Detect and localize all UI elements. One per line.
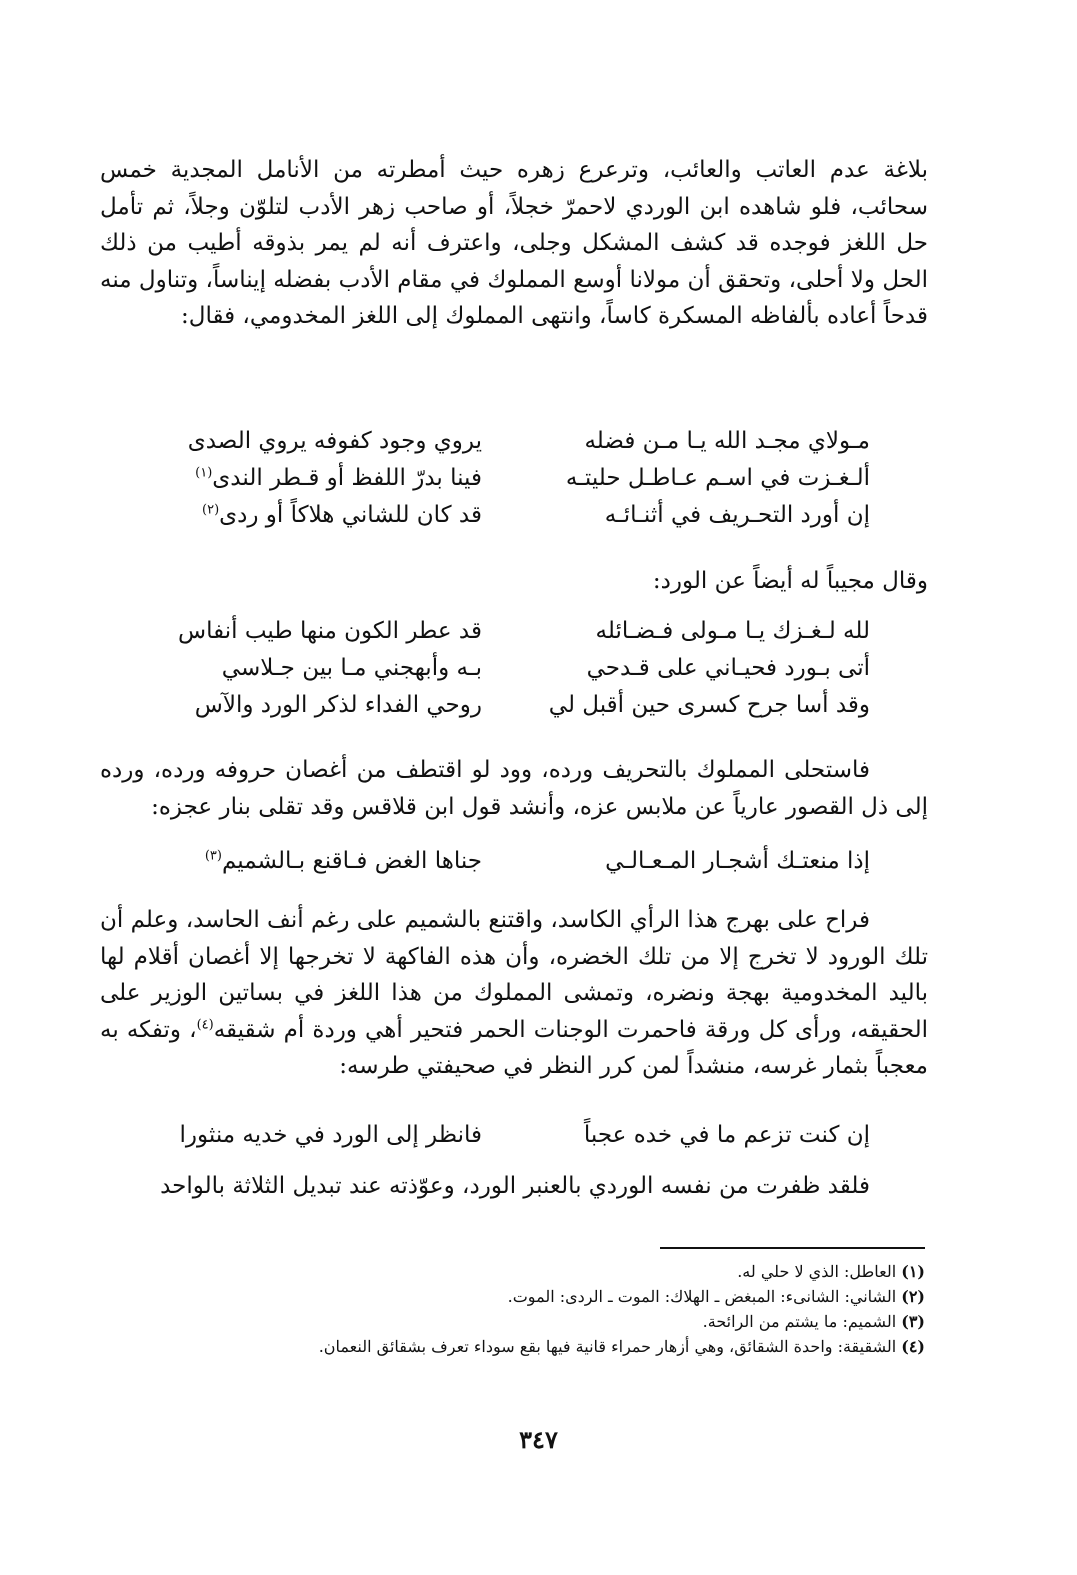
first-hemistich: إذا منعتـك أشجـار المـعـالـي [605,848,870,874]
first-hemistich: أتى بـورد فحيـاني على قـدحي [586,655,870,681]
paragraph-5-block [100,1168,928,1205]
verse-line [150,843,870,880]
verse-line [150,423,870,460]
paragraph-1: بلاغة عدم العاتب والعائب، وترعرع زهره حيث أمطرته من الأنامل المجدية خمس سحائب، فلو شاهده ابن الوردي لاحمرّ خجلاً، أو صاحب زهر الأدب لتلوّن وجلاً، ثم تأمل حل اللغز فوجده قد كشف المشكل وجلى، واعترف أنه لم يمر بذوقه أطيب من ذلك الحل ولا أحلى، وتحقق أن مولانا أوسع المملوك في مقام الأدب بفضله إيناساً، وتناول منه قدحاً أعاده بألفاظه المسكرة كاساً، وانتهى المملوك إلى اللغز المخدومي، فقال: [100,157,928,329]
paragraph-5: فلقد ظفرت من نفسه الوردي بالعنبر الورد، وعوّذته عند تبديل الثلاثة بالواحد [160,1173,870,1199]
second-hemistich: فانظر إلى الورد في خديه منثورا [179,1122,482,1148]
second-hemistich: روحي الفداء لذكر الورد والآس [194,692,482,718]
second-hemistich: فينا بدرّ اللفظ أو قـطر الندى$^{(١)}$ [195,465,482,491]
poem-4 [150,1117,870,1154]
paragraph-2: وقال مجيباً له أيضاً عن الورد: [652,568,928,594]
first-hemistich: إن أورد التحـريف في أثنـائـه [604,502,870,528]
footnote-marker: (١) [195,465,213,481]
second-hemistich: بـه وأبهجني مـا بين جـلاسي [221,655,482,681]
footnote-marker: (٣) [204,848,222,864]
second-hemistich: جناها الغض فـاقنع بـالشميم$^{(٣)}$ [204,848,482,874]
paragraph-4-block [100,902,928,1085]
footnote: (٤) الشقيقة: واحدة الشقائق، وهي أزهار حمراء قانية فيها بقع سوداء تعرف بشقائق النعمان. [318,1337,925,1356]
footnote: (٣) الشميم: ما يشتم من الرائحة. [702,1312,925,1331]
first-hemistich: وقد أسا جرح كسرى حين أقبل لي [548,692,870,718]
verse-line [150,460,870,497]
first-hemistich: لله لـغـزك يـا مـولى فـضـائله [595,618,870,644]
first-hemistich: ألـغـزت في اسـم عـاطـل حليتـه [565,465,870,491]
verse-line [150,497,870,534]
paragraph-3-block [100,752,928,825]
footnote-marker: (٢) [202,502,220,518]
first-hemistich: إن كنت تزعم ما في خده عجباً [583,1122,870,1148]
poem-2 [150,613,870,724]
paragraph-intro-2 [100,563,928,600]
footnotes [150,1259,925,1359]
poem-3 [150,843,870,880]
first-hemistich: مـولاي مجـد الله يـا مـن فضله [584,428,870,454]
second-hemistich: قد عطر الكون منها طيب أنفاس [178,618,482,644]
poem-1 [150,423,870,534]
footnote: (١) العاطل: الذي لا حلي له. [737,1262,925,1281]
footnote: (٢) الشاني: الشانىء: المبغض ـ الهلاك: الموت ـ الردى: الموت. [507,1287,925,1306]
paragraph-4: فراح على بهرج هذا الرأي الكاسد، واقتنع بالشميم على رغم أنف الحاسد، وعلم أن تلك الورود لا تخرج إلا من تلك الخضره، وأن هذه الفاكهة لا تخرجها إلا أغصان أقلام لها باليد المخدومية بهجة ونضره، وتمشى المملوك من هذا اللغز في بساتين الوزير على الحقيقه، ورأى كل ورقة فاحمرت الوجنات الحمر فتحير أهي وردة أم شقيقه$^{(٤)}$، وتفكه به معجباً بثمار غرسه، منشداً لمن كرر النظر في صحيفتي طرسه: [100,907,928,1079]
footnote-marker: (٤) [196,1016,214,1032]
paragraph-3: فاستحلى المملوك بالتحريف ورده، وود لو اقتطف من أغصان حروفه ورده، ورده إلى ذل القصور عارياً عن ملابس عزه، وأنشد قول ابن قلاقس وقد تقلى بنار عجزه: [100,757,928,820]
paragraph-opening [100,152,928,335]
second-hemistich: يروي وجود كفوفه يروي الصدى [187,428,482,454]
verse-line [150,613,870,650]
verse-line [150,687,870,724]
verse-line [150,650,870,687]
verse-line [150,1117,870,1154]
second-hemistich: قد كان للشاني هلاكاً أو ردى$^{(٢)}$ [202,502,482,528]
footnote-separator [660,1247,925,1249]
page-number: ٣٤٧ [519,1425,558,1454]
